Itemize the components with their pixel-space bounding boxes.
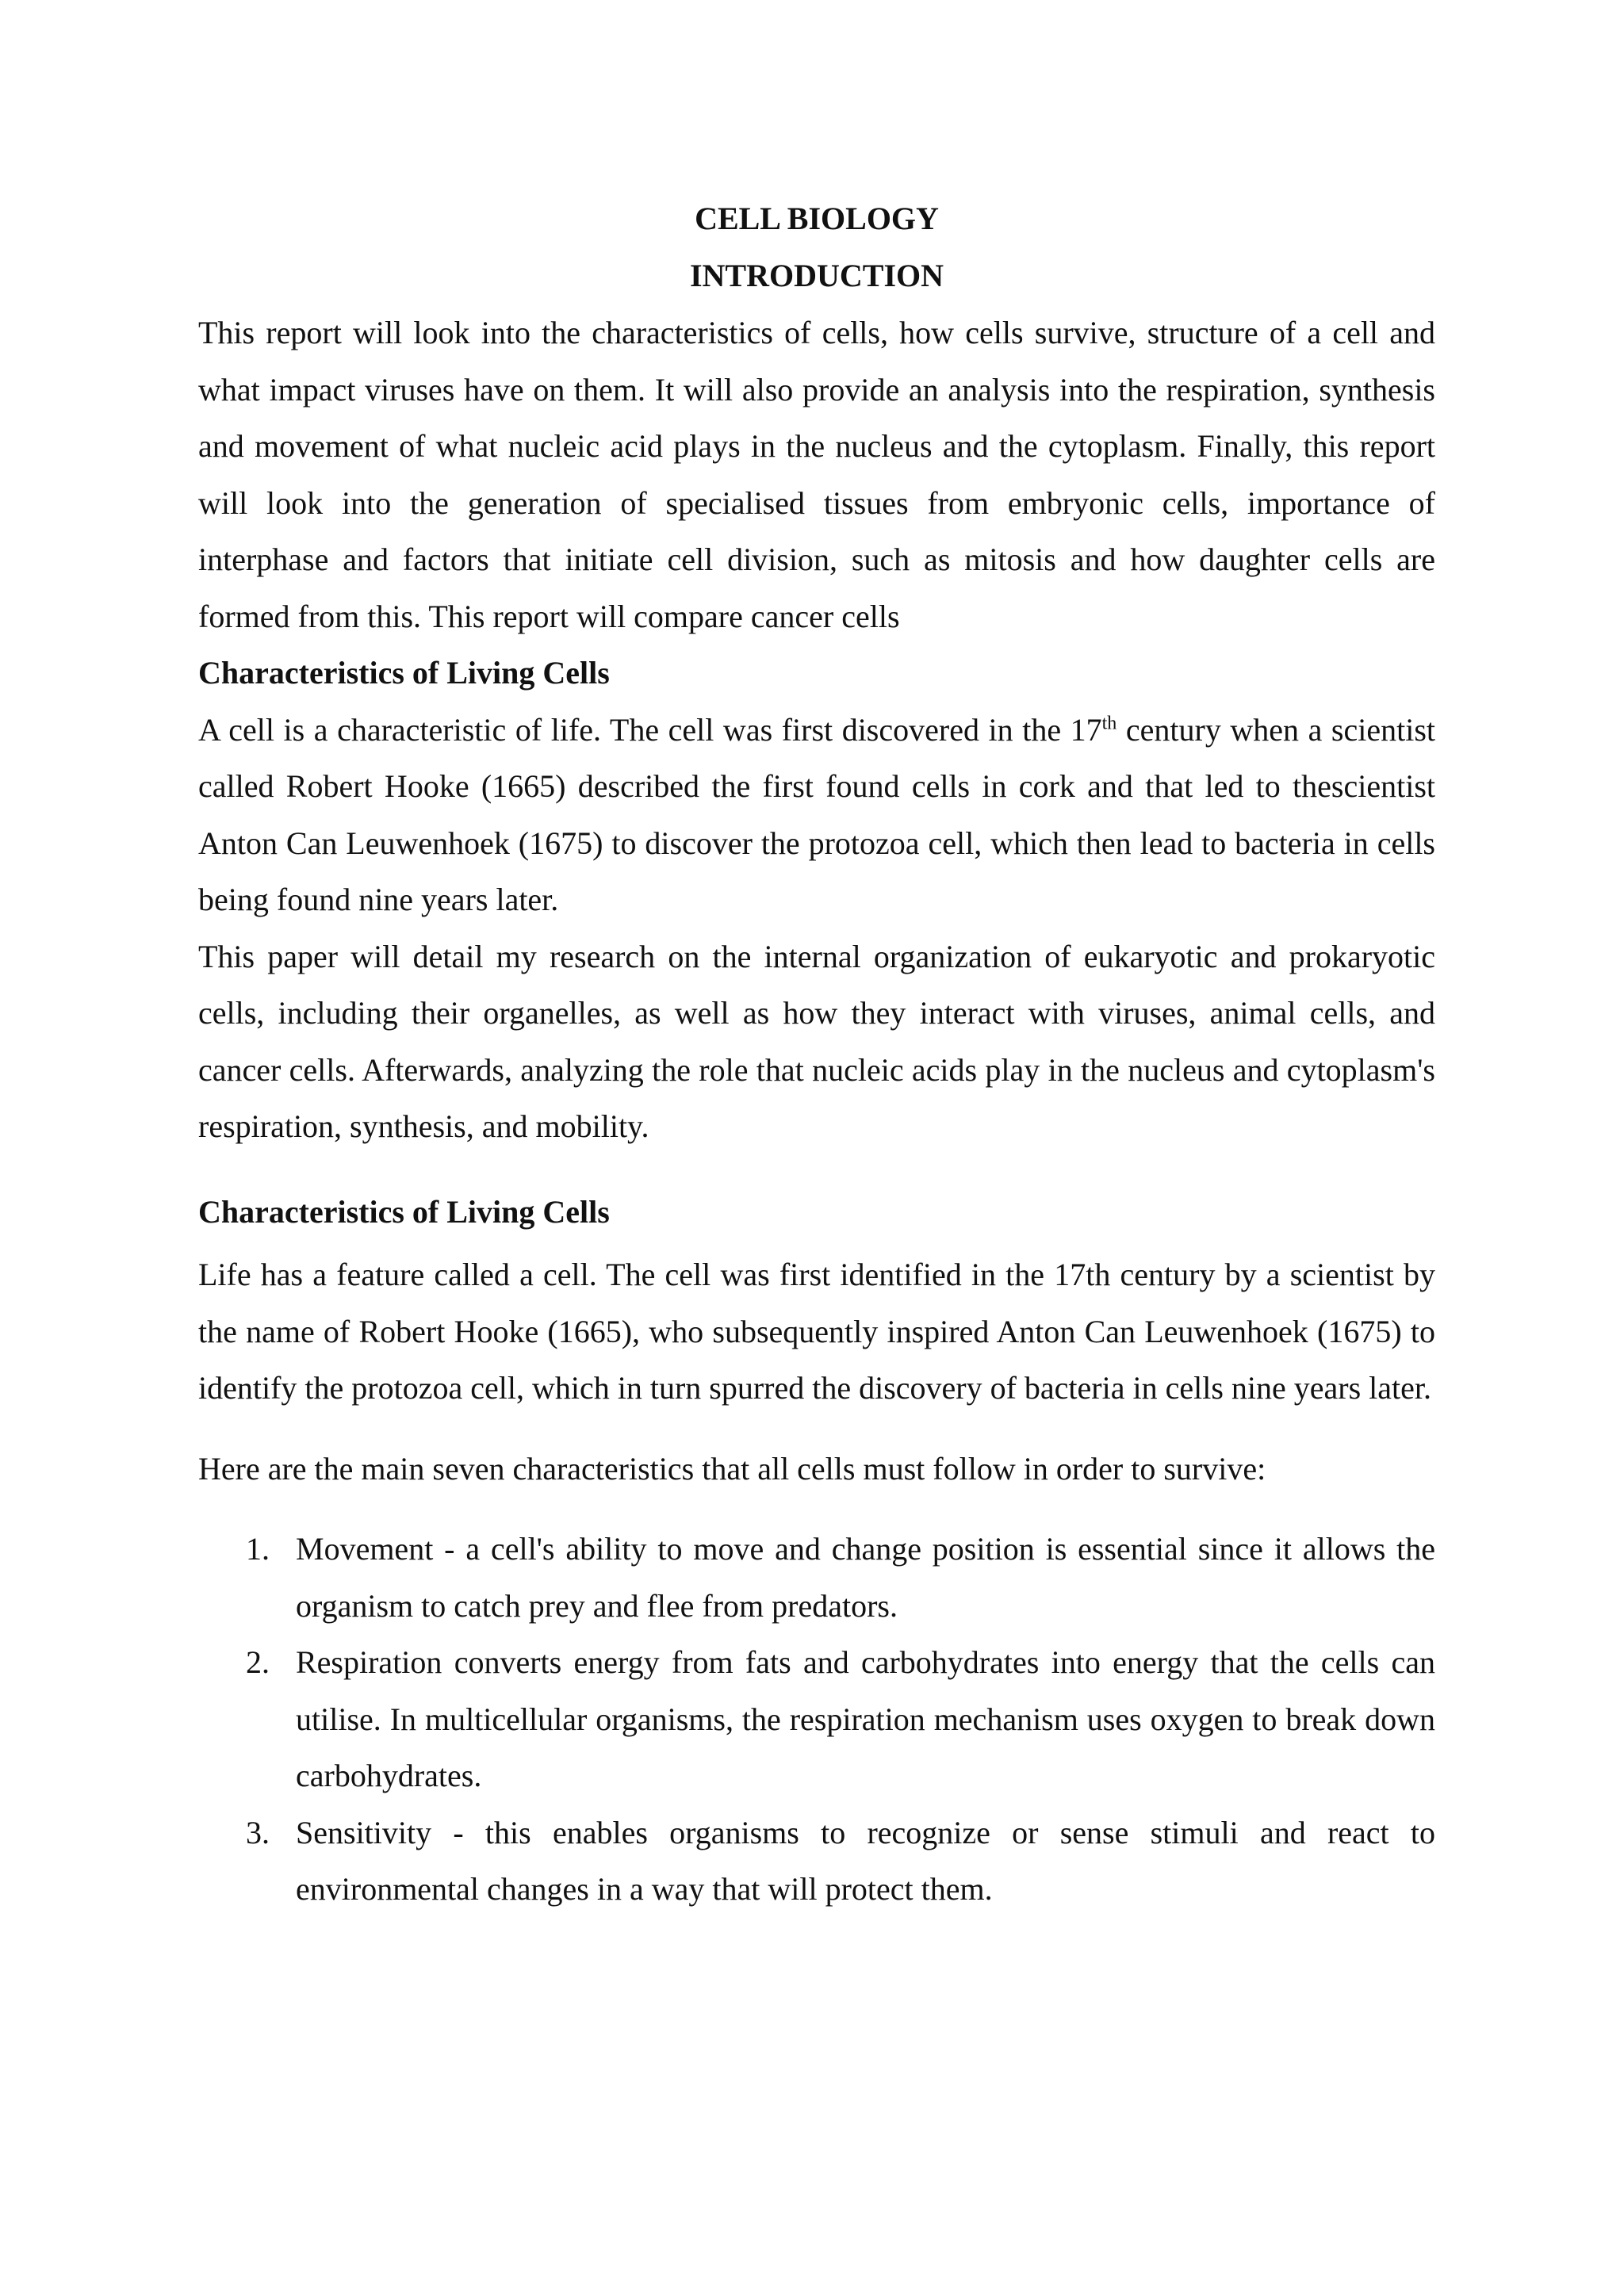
document-page [198, 190, 1435, 1918]
section-heading-characteristics-1: Characteristics of Living Cells [198, 655, 610, 691]
list-item-text: Respiration converts energy from fats and carbohydrates into energy that the cells can utilise. In multicellular organisms, the respiration mechanism uses oxygen to break down carbohydrates. [296, 1644, 1435, 1793]
list-item [198, 1804, 1435, 1918]
section1-paragraph-1-part-b: century when a scientist called Robert Hooke (1665) described the first found cells in cork and that led to thescientist Anton Can Leuwenhoek (1675) to discover the protozoa cell, which then lead to bacteria in cells being found nine years later. [198, 711, 1435, 917]
section1-paragraph-2: This paper will detail my research on the internal organization of eukaryotic and prokaryotic cells, including their organelles, as well as how they interact with viruses, animal cells, and cancer cells. Afterwards, analyzing the role that nucleic acids play in the nucleus and cytoplasm's respiration, synthesis, and mobility. [198, 938, 1435, 1144]
spacer [198, 1497, 1435, 1521]
intro-paragraph: This report will look into the characteristics of cells, how cells survive, structure of a cell and what impact viruses have on them. It will also provide an analysis into the respiration, synthesis and movement of what nucleic acid plays in the nucleus and the cytoplasm. Finally, this report will look into the generation of specialised tissues from embryonic cells, importance of interphase and factors that initiate cell division, such as mitosis and how daughter cells are formed from this. This report will compare cancer cells [198, 315, 1435, 634]
list-item-number: 1. [246, 1531, 270, 1567]
list-item-text: Sensitivity - this enables organisms to recognize or sense stimuli and react to environmental changes in a way that will protect them. [296, 1814, 1435, 1907]
spacer [198, 1155, 1435, 1184]
section2-paragraph-2: Here are the main seven characteristics that all cells must follow in order to survive: [198, 1450, 1266, 1487]
list-item-number: 2. [246, 1644, 270, 1680]
spacer [198, 1417, 1435, 1441]
list-item [198, 1634, 1435, 1804]
list-item-text: Movement - a cell's ability to move and change position is essential since it allows the organism to catch prey and flee from predators. [296, 1531, 1435, 1624]
superscript-th: th [1101, 713, 1117, 734]
list-item-number: 3. [246, 1814, 270, 1850]
document-title: CELL BIOLOGY [695, 201, 939, 236]
introduction-heading: INTRODUCTION [689, 258, 944, 293]
section-heading-characteristics-2: Characteristics of Living Cells [198, 1193, 610, 1230]
section2-paragraph-1: Life has a feature called a cell. The cell was first identified in the 17th century by a scientist by the name of Robert Hooke (1665), who subsequently inspired Anton Can Leuwenhoek (1675) to identify the protozoa cell, which in turn spurred the discovery of bacteria in cells nine years later. [198, 1257, 1435, 1406]
section1-paragraph-1 [198, 702, 1435, 928]
characteristics-list [198, 1521, 1435, 1918]
section1-paragraph-1-part-a: A cell is a characteristic of life. The cell was first discovered in the 17 [198, 711, 1102, 748]
list-item [198, 1521, 1435, 1634]
